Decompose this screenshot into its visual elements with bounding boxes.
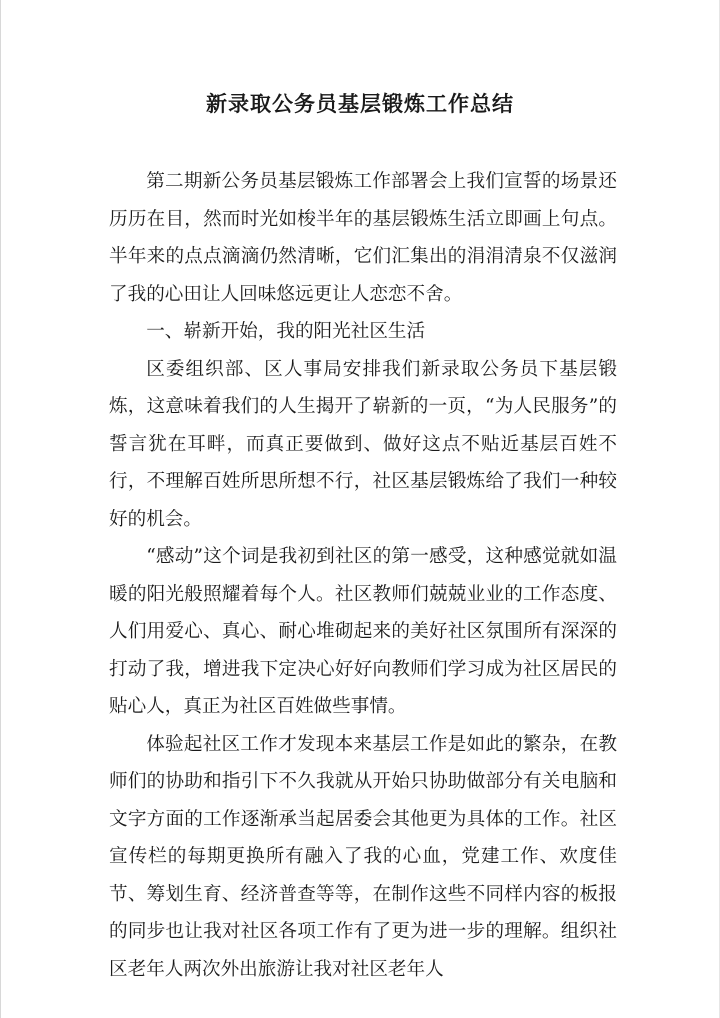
paragraph-arrangement: 区委组织部、区人事局安排我们新录取公务员下基层锻炼，这意味着我们的人生揭开了崭新的一页，“为人民服务”的誓言犹在耳畔，而真正要做到、做好这点不贴近基层百姓不行，不理解百姓所思所想不行，社区基层锻炼给了我们一种较好的机会。 (109, 358, 617, 530)
document-body (109, 163, 617, 988)
document-title: 新录取公务员基层锻炼工作总结 (206, 91, 514, 116)
section-heading-1: 一、崭新开始，我的阳光社区生活 (146, 321, 426, 342)
paragraph-experience: 体验起社区工作才发现本来基层工作是如此的繁杂，在教师们的协助和指引下不久我就从开始只协助做部分有关电脑和文字方面的工作逐渐承当起居委会其他更为具体的工作。社区宣传栏的每期更换所有融入了我的心血，党建工作、欢度佳节、筹划生育、经济普查等等，在制作这些不同样内容的板报的同步也让我对社区各项工作有了更为进一步的理解。组织社区老年人两次外出旅游让我对社区老年人 (109, 733, 617, 980)
paragraph-intro: 第二期新公务员基层锻炼工作部署会上我们宣誓的场景还历历在目，然而时光如梭半年的基层锻炼生活立即画上句点。半年来的点点滴滴仍然清晰，它们汇集出的涓涓清泉不仅滋润了我的心田让人回味悠远更让人恋恋不舍。 (109, 171, 617, 305)
paragraph-touched: “感动”这个词是我初到社区的第一感受，这种感觉就如温暖的阳光般照耀着每个人。社区教师们兢兢业业的工作态度、人们用爱心、真心、耐心堆砌起来的美好社区氛围所有深深的打动了我，增进我下定决心好好向教师们学习成为社区居民的贴心人，真正为社区百姓做些事情。 (109, 546, 617, 717)
